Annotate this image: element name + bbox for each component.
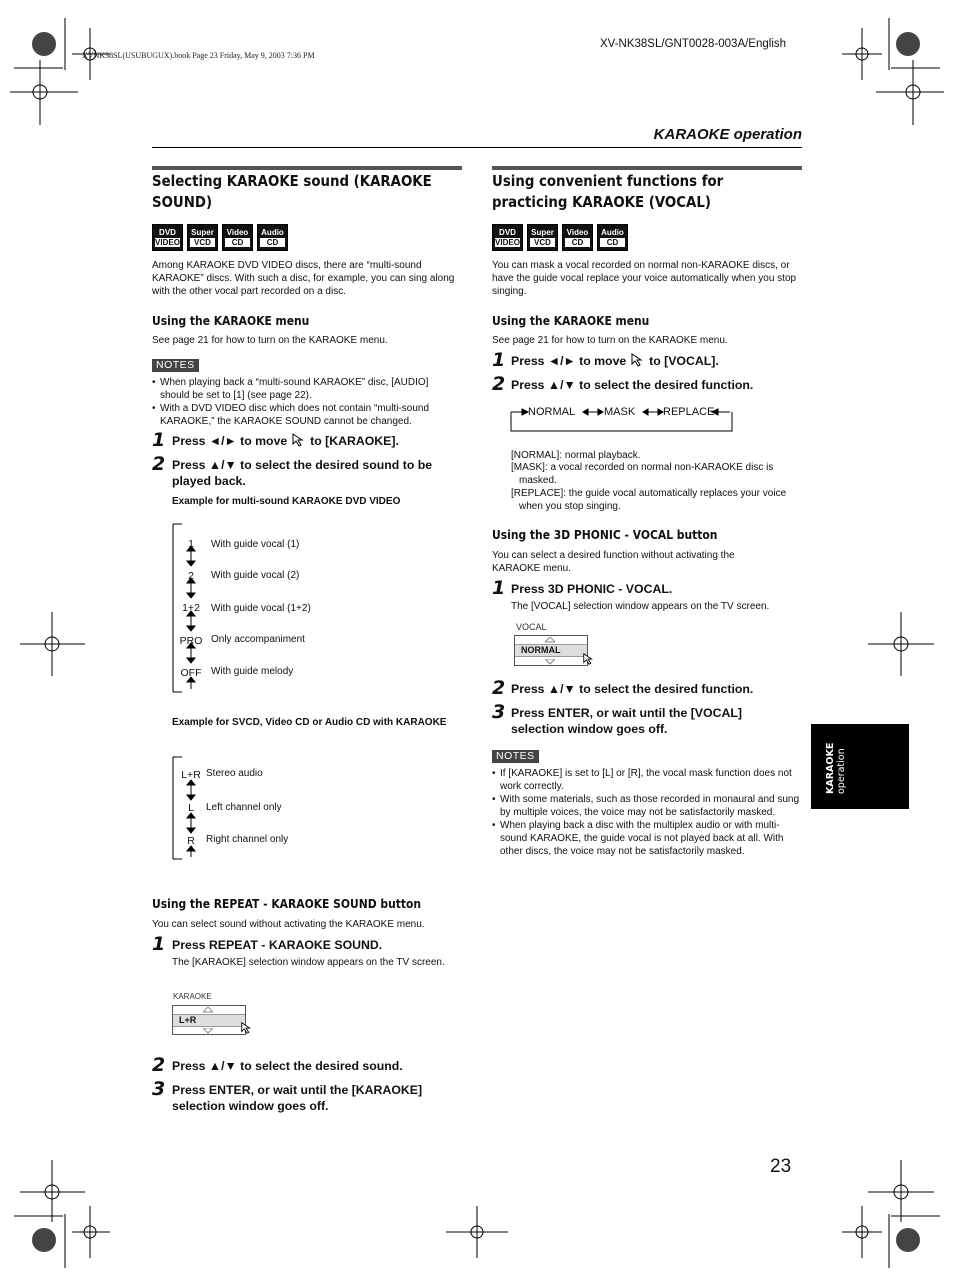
diagram1-label: OFF <box>180 667 202 679</box>
def-replace: [REPLACE]: the guide vocal automatically replaces your voice when you stop singing. <box>511 488 787 512</box>
diagram2-label: R <box>187 835 195 847</box>
diagram1-desc: Only accompaniment <box>211 634 305 645</box>
repeat-step1: Press REPEAT - KARAOKE SOUND. <box>172 938 383 952</box>
list-item: • When playing back a “multi-sound KARAOKE” disc, [AUDIO] should be set to [1] (see page 22). <box>152 376 458 402</box>
repeat-heading: Using the REPEAT - KARAOKE SOUND button <box>152 896 422 911</box>
audio-cd-icon: Audio CD <box>257 224 288 251</box>
file-info: XVNK38SL(USUBUGUX).book Page 23 Friday, May 9, 2003 7:36 PM <box>82 51 315 60</box>
cursor-hand-icon <box>582 652 596 666</box>
right-step2: Press ▲/▼ to select the desired function. <box>511 378 754 392</box>
vocal-window-value: NORMAL <box>515 644 587 657</box>
cursor-hand-icon <box>240 1021 254 1035</box>
diagram1-desc: With guide vocal (1) <box>211 539 300 550</box>
def-mask: [MASK]: a vocal recorded on normal non-KARAOKE disc is masked. <box>511 462 774 486</box>
step-number: 3 <box>152 1078 166 1100</box>
repeat-intro: You can select sound without activating the KARAOKE menu. <box>152 919 425 930</box>
list-item: • If [KARAOKE] is set to [L] or [R], the vocal mask function does not work correctly. <box>492 767 802 793</box>
karaoke-window-title: KARAOKE <box>173 992 212 1001</box>
diagram2-label: L+R <box>181 769 201 781</box>
example2-title: Example for SVCD, Video CD or Audio CD with KARAOKE <box>172 717 447 728</box>
karaoke-selection-window <box>172 1005 246 1035</box>
up-arrow-icon <box>545 637 555 643</box>
step-number: 1 <box>152 429 166 451</box>
model-number: XV-NK38SL/GNT0028-003A/English <box>600 38 787 50</box>
step-number: 1 <box>492 349 506 371</box>
phonic-step2: Press ▲/▼ to select the desired function. <box>511 682 754 696</box>
video-cd-icon: Video CD <box>222 224 253 251</box>
page-number: 23 <box>770 1156 792 1177</box>
step-number: 1 <box>152 933 166 955</box>
step-number: 1 <box>492 577 506 599</box>
def-normal: [NORMAL]: normal playback. <box>511 450 641 461</box>
right-intro: You can mask a vocal recorded on normal non-KARAOKE discs, or have the guide vocal replace your voice automatically when you stop singing. <box>492 260 797 297</box>
repeat-step2: Press ▲/▼ to select the desired sound. <box>172 1059 403 1073</box>
vocal-window-title: VOCAL <box>516 622 547 632</box>
diagram1-label: PRO <box>179 635 203 647</box>
repeat-step1-sub: The [KARAOKE] selection window appears on the TV screen. <box>172 957 445 968</box>
left-menu-heading: Using the KARAOKE menu <box>152 313 310 328</box>
left-menu-see: See page 21 for how to turn on the KARAOKE menu. <box>152 335 388 346</box>
up-arrow-icon <box>203 1007 213 1013</box>
repeat-step3: Press ENTER, or wait until the [KARAOKE] selection window goes off. <box>172 1083 423 1113</box>
phonic-step1: Press 3D PHONIC - VOCAL. <box>511 582 673 596</box>
phonic-intro: You can select a desired function without activating the KARAOKE menu. <box>492 550 735 574</box>
left-notes-list <box>152 376 458 428</box>
diagram2-desc: Stereo audio <box>206 768 263 779</box>
diagram1-desc: With guide melody <box>211 666 294 677</box>
cycle-normal: NORMAL <box>528 406 576 418</box>
step-number: 2 <box>152 453 166 475</box>
left-notes-label: NOTES <box>152 359 199 372</box>
header-rule <box>152 147 802 148</box>
diagram1-desc: With guide vocal (2) <box>211 570 300 581</box>
right-menu-heading: Using the KARAOKE menu <box>492 313 650 328</box>
super-vcd-icon: Super VCD <box>187 224 218 251</box>
right-step1: Press ◄/► to move to [VOCAL]. <box>511 354 719 368</box>
step-number: 2 <box>492 373 506 395</box>
dvd-video-icon: DVD VIDEO <box>492 224 523 251</box>
diagram2-label: L <box>188 802 194 814</box>
left-disc-icons <box>152 224 288 251</box>
left-intro: Among KARAOKE DVD VIDEO discs, there are “multi-sound KARAOKE” discs. With such a disc, for example, you can sing along with the other vocal part recorded on a disc. <box>152 260 455 297</box>
side-tab-karaoke <box>811 724 909 809</box>
down-arrow-icon <box>203 1028 213 1034</box>
cycle-mask: MASK <box>604 406 636 418</box>
video-cd-icon: Video CD <box>562 224 593 251</box>
super-vcd-icon: Super VCD <box>527 224 558 251</box>
diagram1-label: 2 <box>188 570 194 582</box>
diagram2-desc: Left channel only <box>206 802 282 813</box>
diagram1-label: 1 <box>188 538 194 550</box>
phonic-step3: Press ENTER, or wait until the [VOCAL] selection window goes off. <box>511 706 742 736</box>
diagram2-desc: Right channel only <box>206 834 289 845</box>
right-disc-icons <box>492 224 628 251</box>
left-step2: Press ▲/▼ to select the desired sound to be played back. <box>172 458 433 488</box>
list-item: • With some materials, such as those recorded in monaural and sung by multiple voices, the voice may not be satisfactorily masked. <box>492 793 802 819</box>
cursor-hand-icon <box>291 433 307 447</box>
step-number: 2 <box>492 677 506 699</box>
example1-title: Example for multi-sound KARAOKE DVD VIDEO <box>172 496 401 507</box>
left-step1: Press ◄/► to move to [KARAOKE]. <box>172 434 399 448</box>
audio-cd-icon: Audio CD <box>597 224 628 251</box>
dvd-video-icon: DVD VIDEO <box>152 224 183 251</box>
phonic-step1-sub: The [VOCAL] selection window appears on the TV screen. <box>511 601 770 612</box>
side-tab-label: KARAOKE operation <box>825 742 847 794</box>
right-notes-label: NOTES <box>492 750 539 763</box>
diagram1-label: 1+2 <box>182 602 200 614</box>
down-arrow-icon <box>545 659 555 665</box>
list-item: • With a DVD VIDEO disc which does not contain “multi-sound KARAOKE,” the KARAOKE SOUND cannot be changed. <box>152 402 458 428</box>
right-notes-list <box>492 767 802 858</box>
step-number: 3 <box>492 701 506 723</box>
phonic-heading: Using the 3D PHONIC - VOCAL button <box>492 527 718 542</box>
left-title: Selecting KARAOKE sound (KARAOKE SOUND) <box>152 172 432 211</box>
cycle-replace: REPLACE <box>663 406 715 418</box>
left-column-bar <box>152 166 462 170</box>
vocal-selection-window <box>514 635 588 666</box>
right-menu-see: See page 21 for how to turn on the KARAOKE menu. <box>492 335 728 346</box>
right-column-bar <box>492 166 802 170</box>
section-title: KARAOKE operation <box>653 126 802 143</box>
step-number: 2 <box>152 1054 166 1076</box>
cursor-hand-icon <box>630 353 646 367</box>
list-item: • When playing back a disc with the multiplex audio or with multi-sound KARAOKE, the guide vocal is not played back at all. With other discs, the voice may not be satisfactorily masked. <box>492 819 802 858</box>
karaoke-window-value: L+R <box>173 1014 245 1027</box>
diagram1-desc: With guide vocal (1+2) <box>211 603 311 614</box>
right-title: Using convenient functions for practicing KARAOKE (VOCAL) <box>492 172 724 211</box>
